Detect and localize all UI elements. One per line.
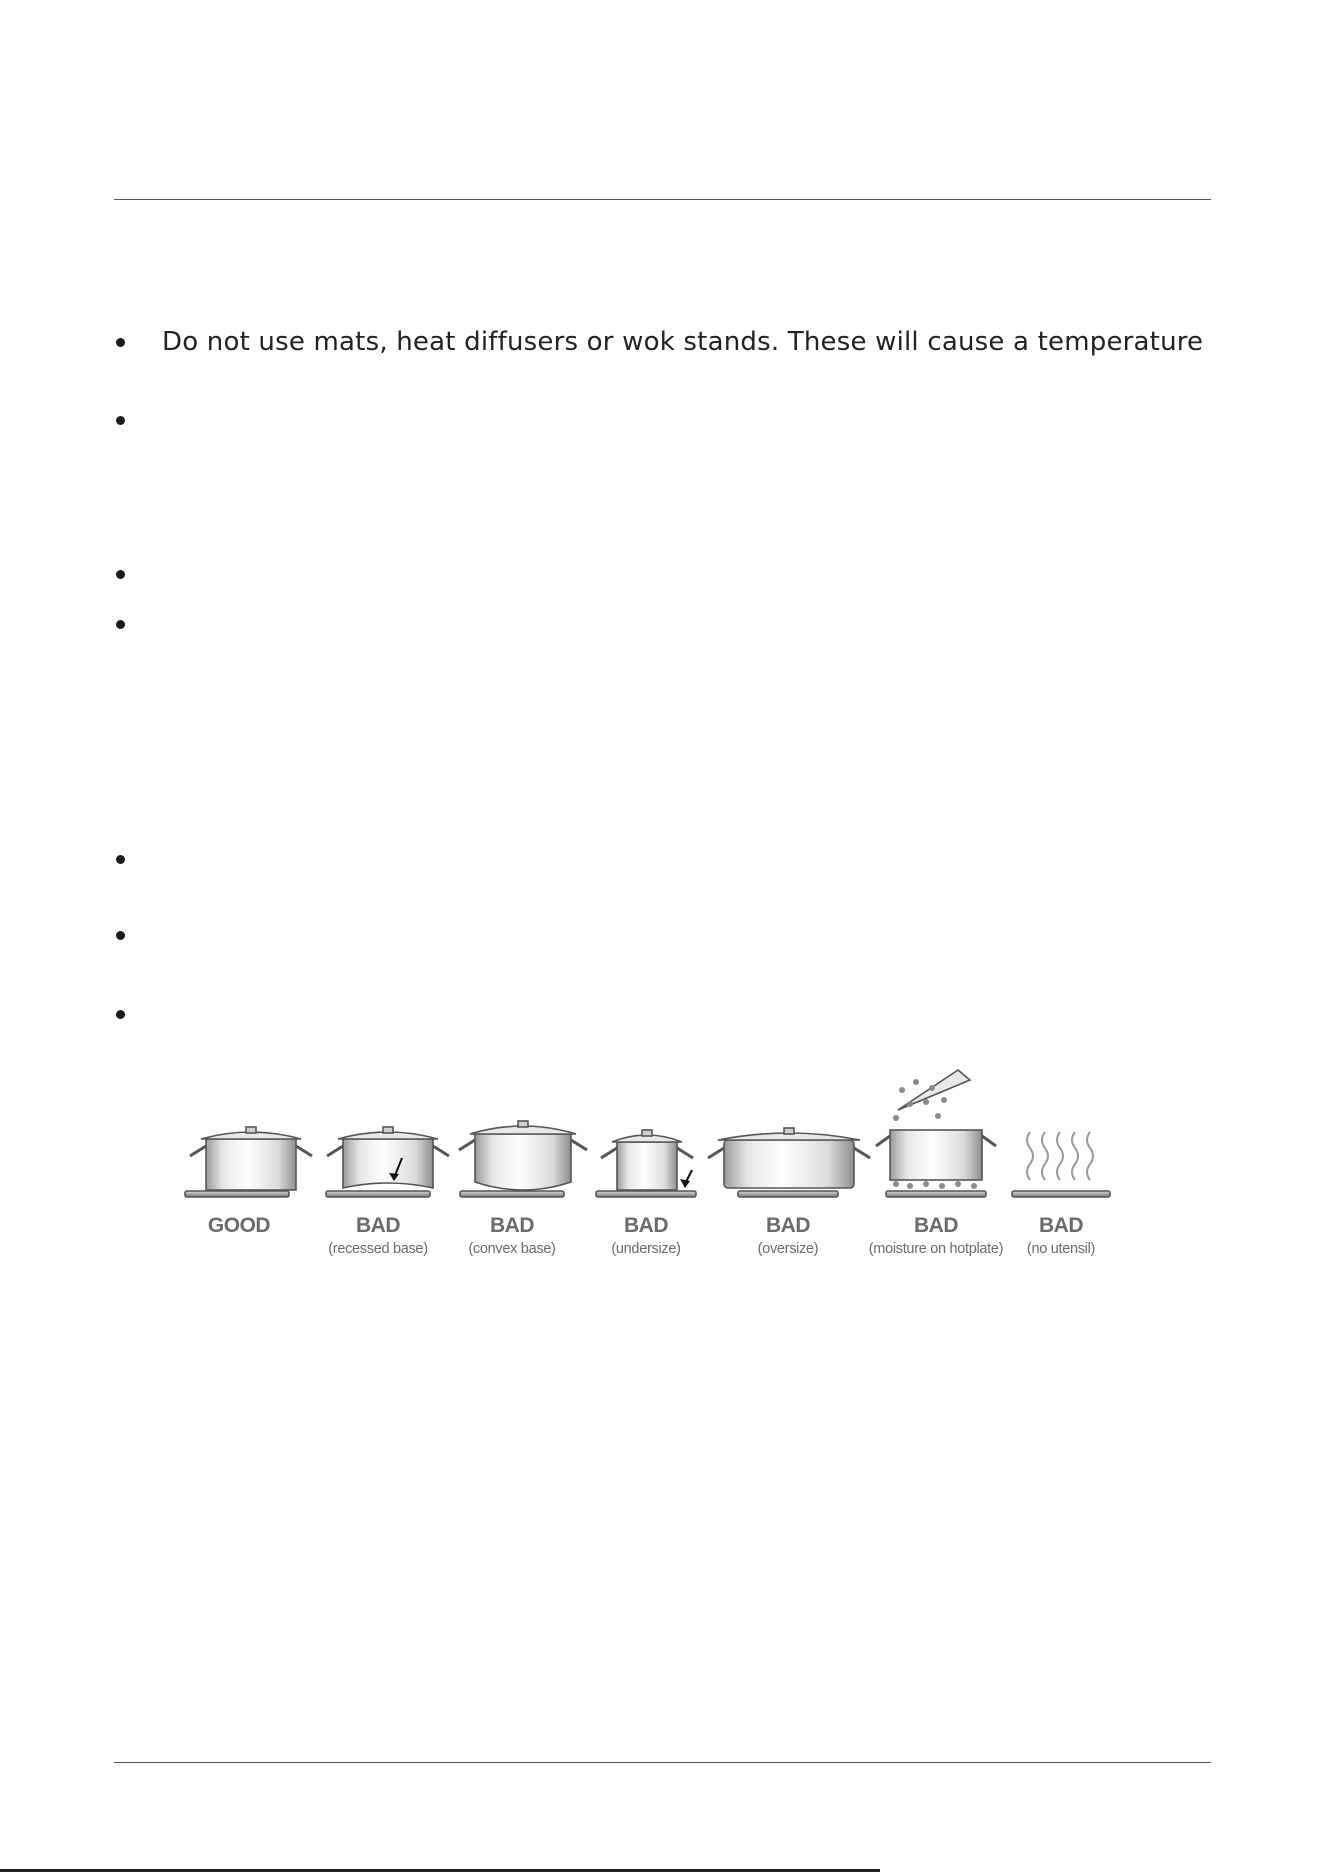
footer-rule xyxy=(114,1762,1211,1763)
pot-good-icon xyxy=(185,1127,312,1197)
caption-moisture-sub: (moisture on hotplate) xyxy=(868,1241,1004,1257)
pot-undersize-icon xyxy=(596,1130,696,1197)
bullet-7 xyxy=(116,1010,125,1019)
caption-undersize: BAD xyxy=(624,1214,668,1237)
caption-convex-base-sub: (convex base) xyxy=(468,1241,556,1257)
caption-oversize: BAD xyxy=(766,1214,810,1237)
pot-oversize-icon xyxy=(708,1128,870,1197)
bullet-6 xyxy=(116,931,125,940)
caption-moisture: BAD xyxy=(914,1214,958,1237)
bullet-5 xyxy=(116,855,125,864)
hotplate-no-utensil-icon xyxy=(1012,1132,1110,1197)
caption-good: GOOD xyxy=(207,1214,271,1237)
caption-oversize-sub: (oversize) xyxy=(757,1241,819,1257)
pot-convex-base-icon xyxy=(459,1121,587,1197)
caption-convex-base: BAD xyxy=(490,1214,534,1237)
caption-undersize-sub: (undersize) xyxy=(611,1241,681,1257)
header-rule xyxy=(114,199,1211,200)
bullet-2 xyxy=(116,416,125,425)
bullet-3 xyxy=(116,570,125,579)
caption-no-utensil: BAD xyxy=(1039,1214,1083,1237)
caption-no-utensil-sub: (no utensil) xyxy=(1026,1241,1096,1257)
pot-recessed-base-icon xyxy=(326,1127,449,1197)
bullet-1 xyxy=(116,338,125,347)
cookware-illustration xyxy=(180,1060,1120,1265)
heat-waves-icon xyxy=(1027,1132,1093,1180)
caption-recessed-base-sub: (recessed base) xyxy=(328,1241,428,1257)
bullet-4 xyxy=(116,620,125,629)
bullet-1-text: Do not use mats, heat diffusers or wok stands. These will cause a temperature xyxy=(162,327,1204,357)
caption-recessed-base: BAD xyxy=(356,1214,400,1237)
pot-moisture-icon xyxy=(876,1070,996,1197)
